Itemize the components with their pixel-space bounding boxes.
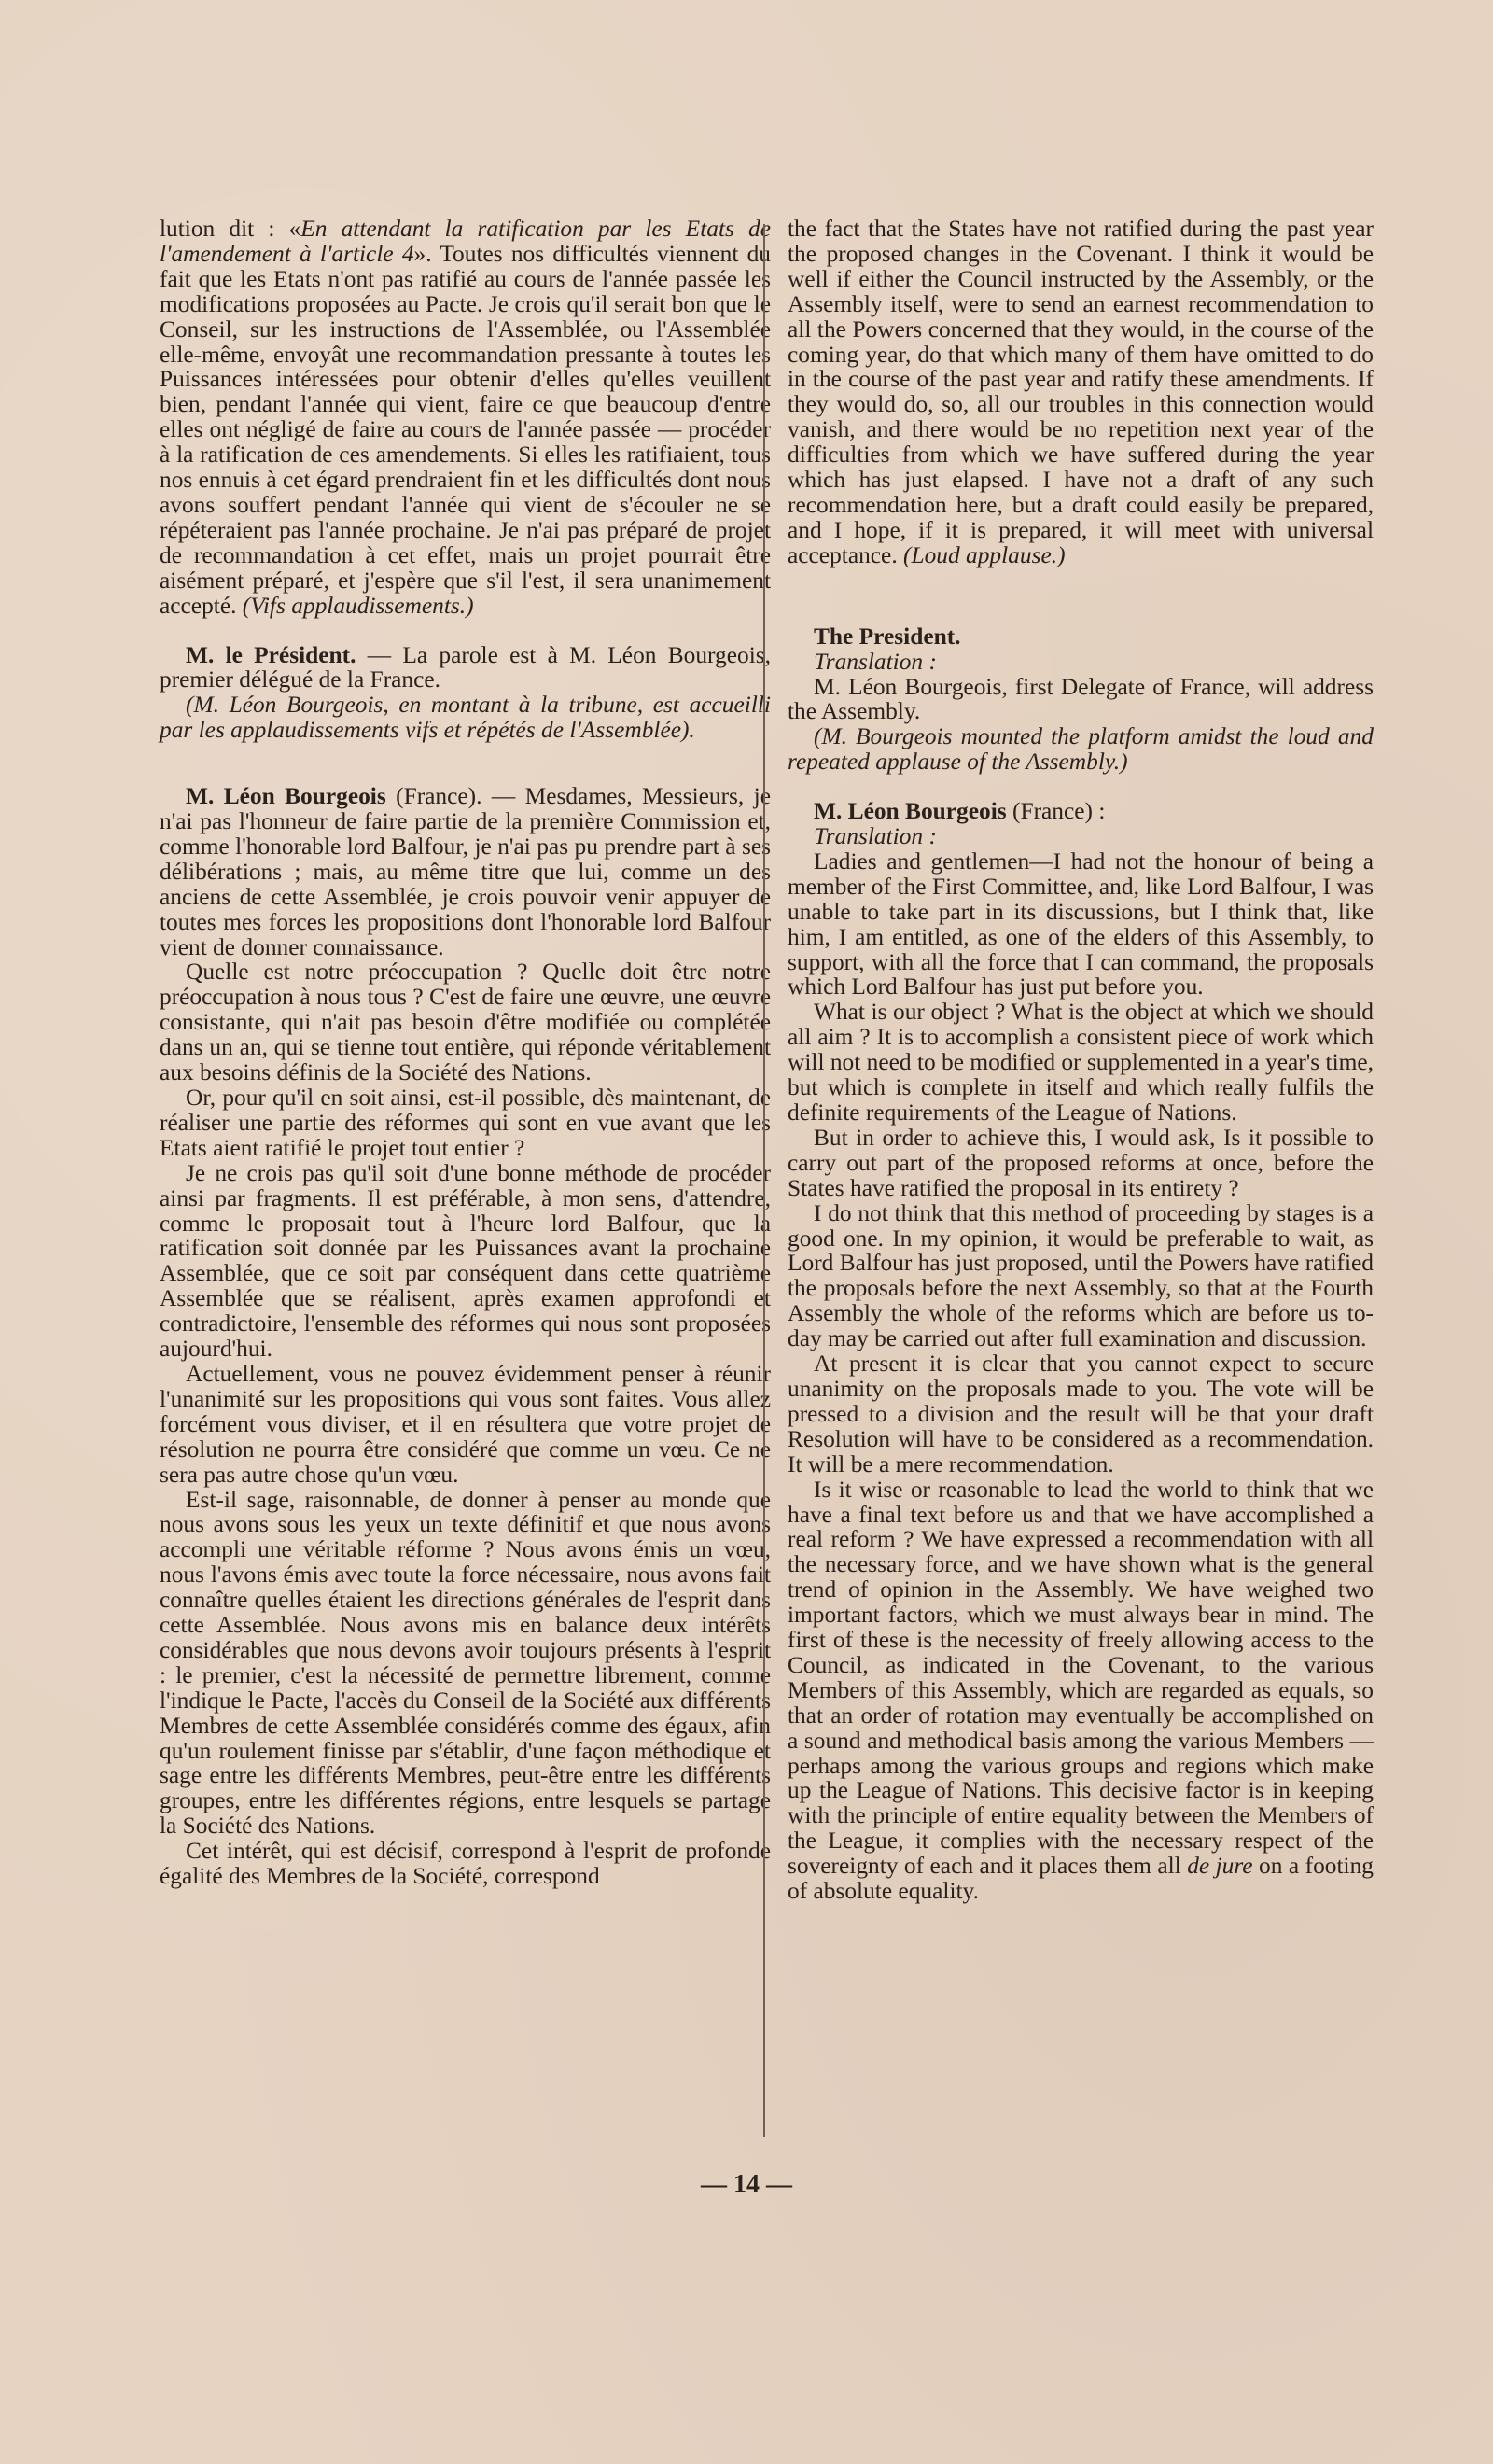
applause-note: (Loud applause.) <box>903 541 1066 568</box>
speaker-name: M. Léon Bourgeois <box>814 798 1007 825</box>
french-paragraph: Cet intérêt, qui est décisif, correspond à l'esprit de profonde égalité des Membres de la Société, correspond <box>160 1838 771 1890</box>
french-column <box>160 217 771 1889</box>
text: ». Toutes nos difficultés viennent du fait que les Etats n'ont pas ratifié au cours de l'année passée les modifications proposées au Pacte. Je crois qu'il serait bon que le Conseil, sur les instructions de l'Assemblée, ou l'Assemblée elle-même, envoyât une recommandation pressante à toutes les Puissances intéressées pour obtenir d'elles qu'elles veuillent bien, pendant l'année qui vient, faire ce que beaucoup d'entre elles ont négligé de faire au cours de l'année passée — procéder à la ratification de ces amendements. Si elles les ratifiaient, tous nos ennuis à cet égard prendraient fin et les difficultés dont nous avons souffert pendant l'année qui vient de s'écouler ne se répéteraient pas l'année prochaine. Je n'ai pas préparé de projet de recommandation à cet effet, mais un projet pourrait être aisément préparé, et j'espère que s'il l'est, il sera unanimement accepté. <box>160 240 772 619</box>
president-line <box>160 643 771 693</box>
french-paragraph: Je ne crois pas qu'il soit d'une bonne méthode de procéder ainsi par fragments. Il est préférable, à mon sens, d'attendre, comme le proposait tout à l'heure lord Balfour, que la ratification soit donnée par les Puissances avant la prochaine Assemblée, que ce soit par conséquent dans cette quatrième Assemblée que se réalisent, après examen approfondi et contradictoire, l'ensemble des réformes qui nous sont proposées aujourd'hui. <box>160 1159 771 1363</box>
translation-label: Translation : <box>814 823 937 850</box>
french-paragraph: Actuellement, vous ne pouvez évidemment penser à réunir l'unanimité sur les propositions qui vous sont faites. Vous allez forcément vous diviser, et il en résultera que votre projet de résolution ne pourra être considéré que comme un vœu. Ce ne sera pas autre chose qu'un vœu. <box>160 1360 771 1488</box>
stage-direction: (M. Léon Bourgeois, en montant à la tribune, est accueilli par les applaudissements vifs et répétés de l'Assemblée). <box>160 692 771 744</box>
text: (France). — Mesdames, Messieurs, je n'ai pas l'honneur de faire partie de la première Commission et, comme l'honorable lord Balfour, je n'ai pas pu prendre part à ses délibérations ; mais, au même titre que lui, comme un des anciens de cette Assemblée, je crois pouvoir venir appuyer de toutes mes forces les propositions dont l'honorable lord Balfour vient de donner connaissance. <box>160 783 771 960</box>
french-paragraph: Est-il sage, raisonnable, de donner à penser au monde que nous avons sous les yeux un texte définitif et que nous avons accompli une véritable réforme ? Nous avons émis un vœu, nous l'avons émis avec toute la force nécessaire, nous avons fait connaître quelles étaient les directions générales de l'esprit dans cette Assemblée. Nous avons mis en balance deux intérêts considérables que nous devons avoir toujours présents à l'esprit : le premier, c'est la nécessité de permettre librement, comme l'indique le Pacte, l'accès du Conseil de la Société aux différents Membres de cette Assemblée considérés comme des égaux, afin qu'un roulement finisse par s'établir, d'une façon méthodique et sage entre les différents Membres, peut-être entre les différents groupes, entre les différentes régions, entre lesquels se partage la Société des Nations. <box>160 1486 771 1840</box>
speech-intro <box>160 784 771 959</box>
text: on a footing of absolute equality. <box>788 1853 1374 1905</box>
speech-intro <box>788 799 1374 824</box>
french-paragraph <box>160 217 771 619</box>
text: the fact that the States have not ratified during the past year the proposed changes in the Covenant. I think it would be well if either the Council instructed by the Assembly, or the Assembly itself, were to send an earnest recommendation to all the Powers concerned that they would, in the course of the coming year, do that which many of them have omitted to do in the course of the past year and ratify these amendments. If they would do, so, all our troubles in this connection would vanish, and there would be no repetition next year of the difficulties from which we have suffered during the year which has just elapsed. I have not a draft of any such recommendation here, but a draft could easily be prepared, and I hope, if it is prepared, it will meet with universal acceptance. <box>788 216 1374 568</box>
text: lution dit : « <box>160 216 301 242</box>
english-paragraph <box>788 1477 1374 1904</box>
text: — La parole est à M. Léon Bourgeois, premier délégué de la France. <box>160 641 771 693</box>
speaker-name: The President. <box>814 623 961 650</box>
english-paragraph: What is our object ? What is the object at which we should all aim ? It is to accomplish a consistent piece of work which will not need to be modified or supplemented in a year's time, but which is complete in itself and which really fulfils the definite requirements of the League of Nations. <box>788 999 1374 1126</box>
english-paragraph <box>788 217 1374 568</box>
english-paragraph: At present it is clear that you cannot expect to secure unanimity on the proposals made to you. The vote will be pressed to a division and the result will be that your draft Resolution will have to be considered as a recommendation. It will be a mere recommendation. <box>788 1351 1374 1477</box>
speaker-name: M. le Président. <box>186 641 356 668</box>
english-paragraph: M. Léon Bourgeois, first Delegate of France, will address the Assembly. <box>788 673 1374 725</box>
page-number: — 14 — <box>701 2170 792 2199</box>
english-paragraph: I do not think that this method of proceeding by stages is a good one. In my opinion, it would be preferable to wait, as Lord Balfour has just proposed, until the Powers have ratified the proposals before the next Assembly, so that at the Fourth Assembly the whole of the reforms which are before us to-day may be carried out after full examination and discussion. <box>788 1199 1374 1352</box>
italic-phrase: de jure <box>1187 1853 1253 1880</box>
english-column <box>788 217 1374 1904</box>
speaker-name: M. Léon Bourgeois <box>186 783 386 810</box>
text: Is it wise or reasonable to lead the world to think that we have a final text before us and that we have accomplished a real reform ? We have expressed a recommendation with all the necessary force, and we have shown what is the general trend of opinion in the Assembly. We have weighed two important factors, which we must always bear in mind. The first of these is the necessity of freely allowing access to the Council, as indicated in the Covenant, to the various Members of this Assembly, which are regarded as equals, so that an order of rotation may eventually be accomplished on a sound and methodical basis among the various Members —perhaps among the various groups and regions which make up the League of Nations. This decisive factor is in keeping with the principle of entire equality between the Members of the League, it complies with the necessary respect of the sovereignty of each and it places them all <box>788 1476 1374 1880</box>
text: (France) : <box>1006 798 1106 825</box>
stage-direction: (M. Bourgeois mounted the platform amidst the loud and repeated applause of the Assembly.) <box>788 723 1374 776</box>
applause-note: (Vifs applaudissements.) <box>242 592 474 619</box>
translation-label: Translation : <box>814 648 937 675</box>
french-paragraph: Or, pour qu'il en soit ainsi, est-il possible, dès maintenant, de réaliser une partie des réformes qui sont en vue avant que les Etats aient ratifié le projet tout entier ? <box>160 1085 771 1161</box>
quote: En attendant la ratification par les Etats de l'amendement à l'article 4 <box>160 216 771 267</box>
english-paragraph: Ladies and gentlemen—I had not the honour of being a member of the First Committee, and, like Lord Balfour, I was unable to take part in its discussions, but I think that, like him, I am entitled, as one of the elders of this Assembly, to support, with all the force that I can command, the proposals which Lord Balfour has just put before you. <box>788 847 1374 1001</box>
english-paragraph: But in order to achieve this, I would ask, Is it possible to carry out part of the proposed reforms at once, before the States have ratified the proposal in its entirety ? <box>788 1124 1374 1201</box>
french-paragraph: Quelle est notre préoccupation ? Quelle doit être notre préoccupation à nous tous ? C'est de faire une œuvre, une œuvre consistante, qui n'ait pas besoin d'être modifiée ou complétée dans un an, qui se tienne tout entière, qui réponde véritablement aux besoins définis de la Société des Nations. <box>160 959 771 1086</box>
column-divider <box>763 224 765 2137</box>
